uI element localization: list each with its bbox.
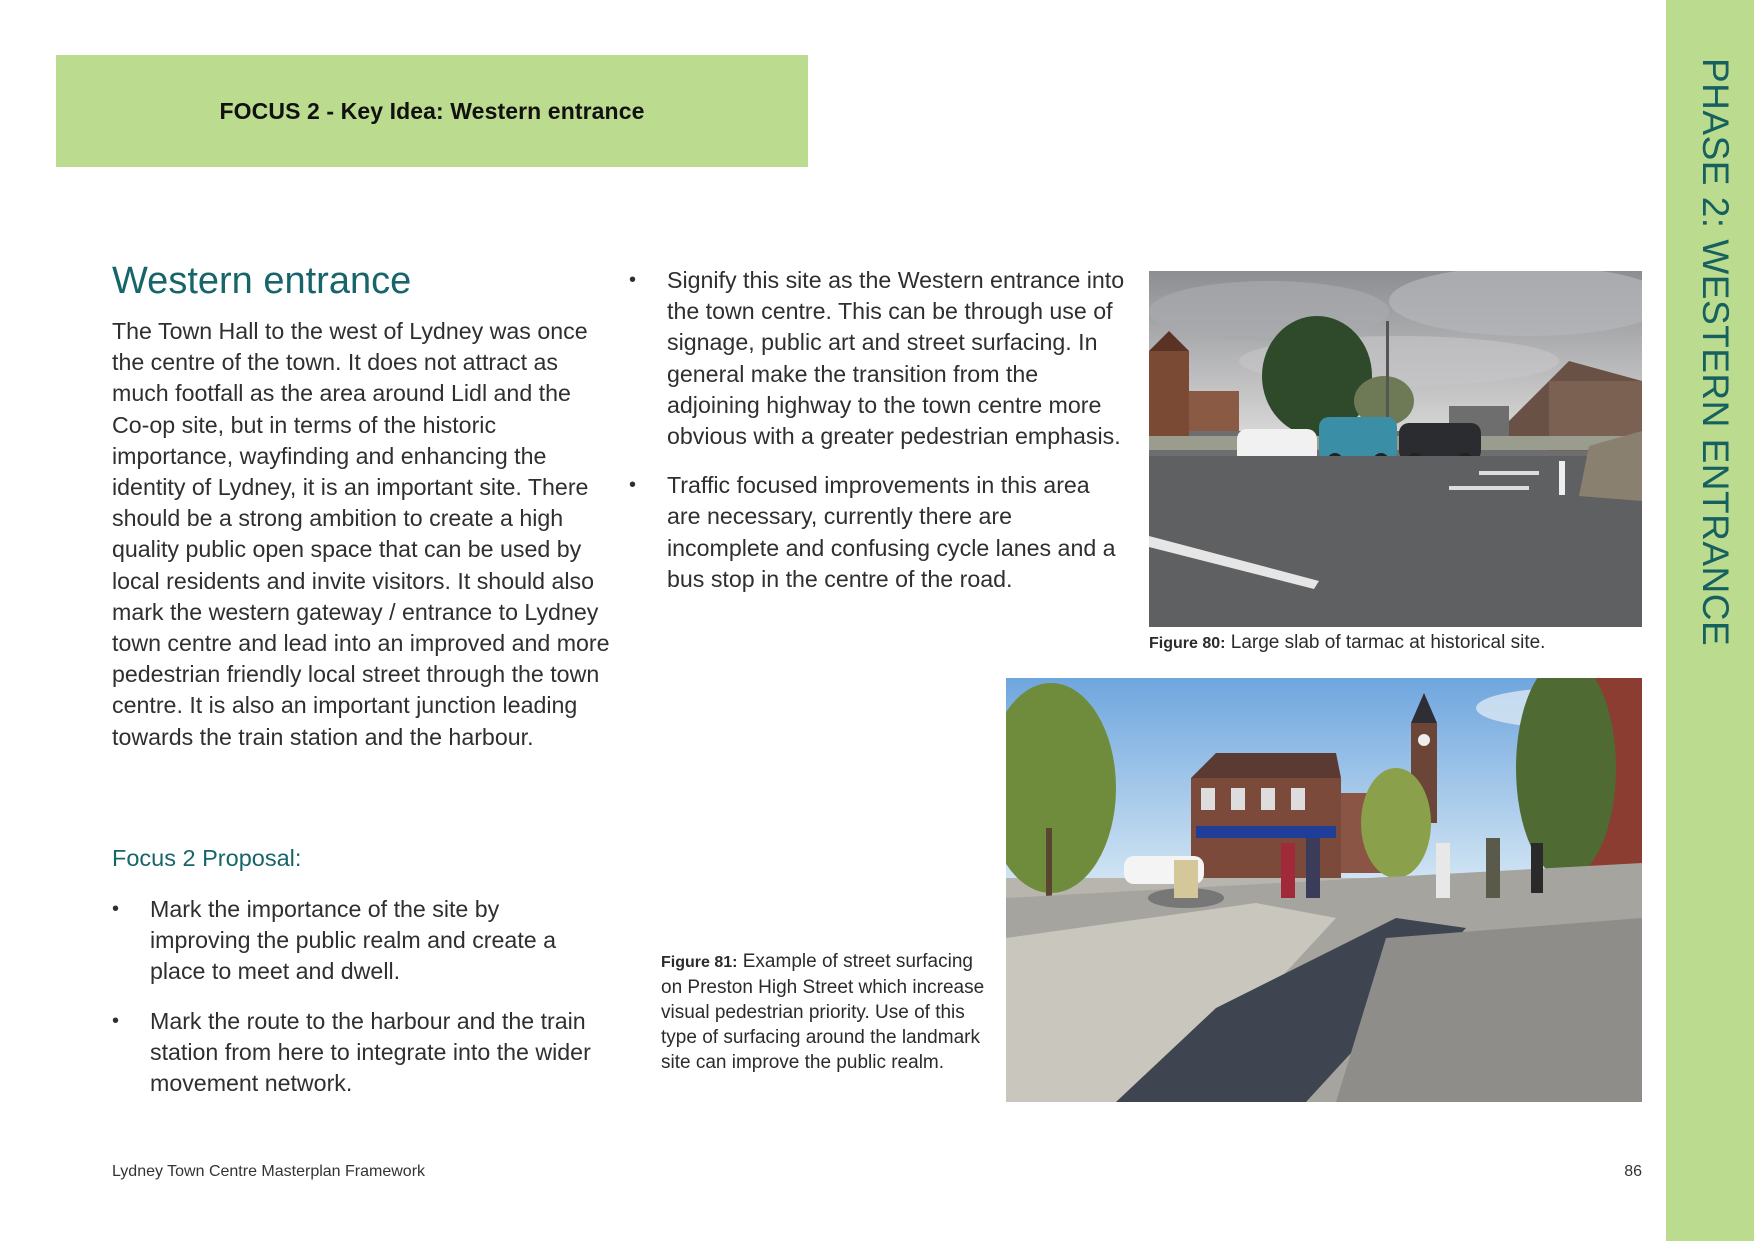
section-heading: Western entrance xyxy=(112,260,412,302)
proposal-bullet-list xyxy=(112,894,602,1117)
street-illustration xyxy=(1006,678,1642,1102)
figure-81-label: Figure 81: xyxy=(661,954,738,971)
footer-document-title: Lydney Town Centre Masterplan Framework xyxy=(112,1163,426,1180)
entrance-bullet-list xyxy=(629,265,1129,613)
bullet-text: Mark the route to the harbour and the train station from here to integrate into the wider movement network. xyxy=(150,1007,591,1097)
list-item xyxy=(112,1006,602,1100)
bullet-marker: • xyxy=(112,898,120,920)
figure-81-text: Example of street surfacing on Preston High Street which increase visual pedestrian priority. Use of this type of surfacing around the landmark site can improve the public realm. xyxy=(661,951,985,1073)
bullet-text: Traffic focused improvements in this area are necessary, currently there are incomplete and confusing cycle lanes and a bus stop in the centre of the road. xyxy=(667,472,1116,592)
figure-80-photo xyxy=(1149,271,1642,627)
figure-80-caption xyxy=(1149,630,1649,656)
bullet-marker: • xyxy=(629,269,637,291)
intro-paragraph: The Town Hall to the west of Lydney was once the centre of the town. It does not attract as much footfall as the area around Lidl and the Co-op site, but in terms of the historic importance, wayfinding and enhancing the identity of Lydney, it is an important site. There should be a strong ambition to create a high quality public open space that can be used by local residents and invite visitors. It should also mark the western gateway / entrance to Lydney town centre and lead into an improved and more pedestrian friendly local street through the town centre. It is also an important junction leading towards the train station and the harbour. xyxy=(112,318,610,750)
page-number: 86 xyxy=(1624,1163,1642,1180)
bullet-text: Signify this site as the Western entrance into the town centre. This can be through use of signage, public art and street surfacing. In general make the transition from the adjoining highway to the town centre more obvious with a greater pedestrian emphasis. xyxy=(667,267,1125,450)
bullet-marker: • xyxy=(629,474,637,497)
focus-banner-title: FOCUS 2 - Key Idea: Western entrance xyxy=(219,97,645,124)
list-item xyxy=(629,265,1129,452)
list-item xyxy=(112,894,602,988)
list-item xyxy=(629,470,1129,595)
focus-banner xyxy=(56,55,808,167)
figure-80-text: Large slab of tarmac at historical site. xyxy=(1225,632,1546,653)
figure-80-label: Figure 80: xyxy=(1149,635,1226,652)
figure-81-caption xyxy=(661,949,996,1075)
phase-sidebar-label: PHASE 2: WESTERN ENTRANCE xyxy=(1695,58,1736,647)
phase-sidebar xyxy=(1666,0,1754,1241)
proposal-heading: Focus 2 Proposal: xyxy=(112,845,302,871)
bullet-text: Mark the importance of the site by improving the public realm and create a place to meet and dwell. xyxy=(150,896,556,985)
car-park-illustration xyxy=(1149,271,1642,627)
figure-81-photo xyxy=(1006,678,1642,1102)
bullet-marker: • xyxy=(112,1009,120,1032)
